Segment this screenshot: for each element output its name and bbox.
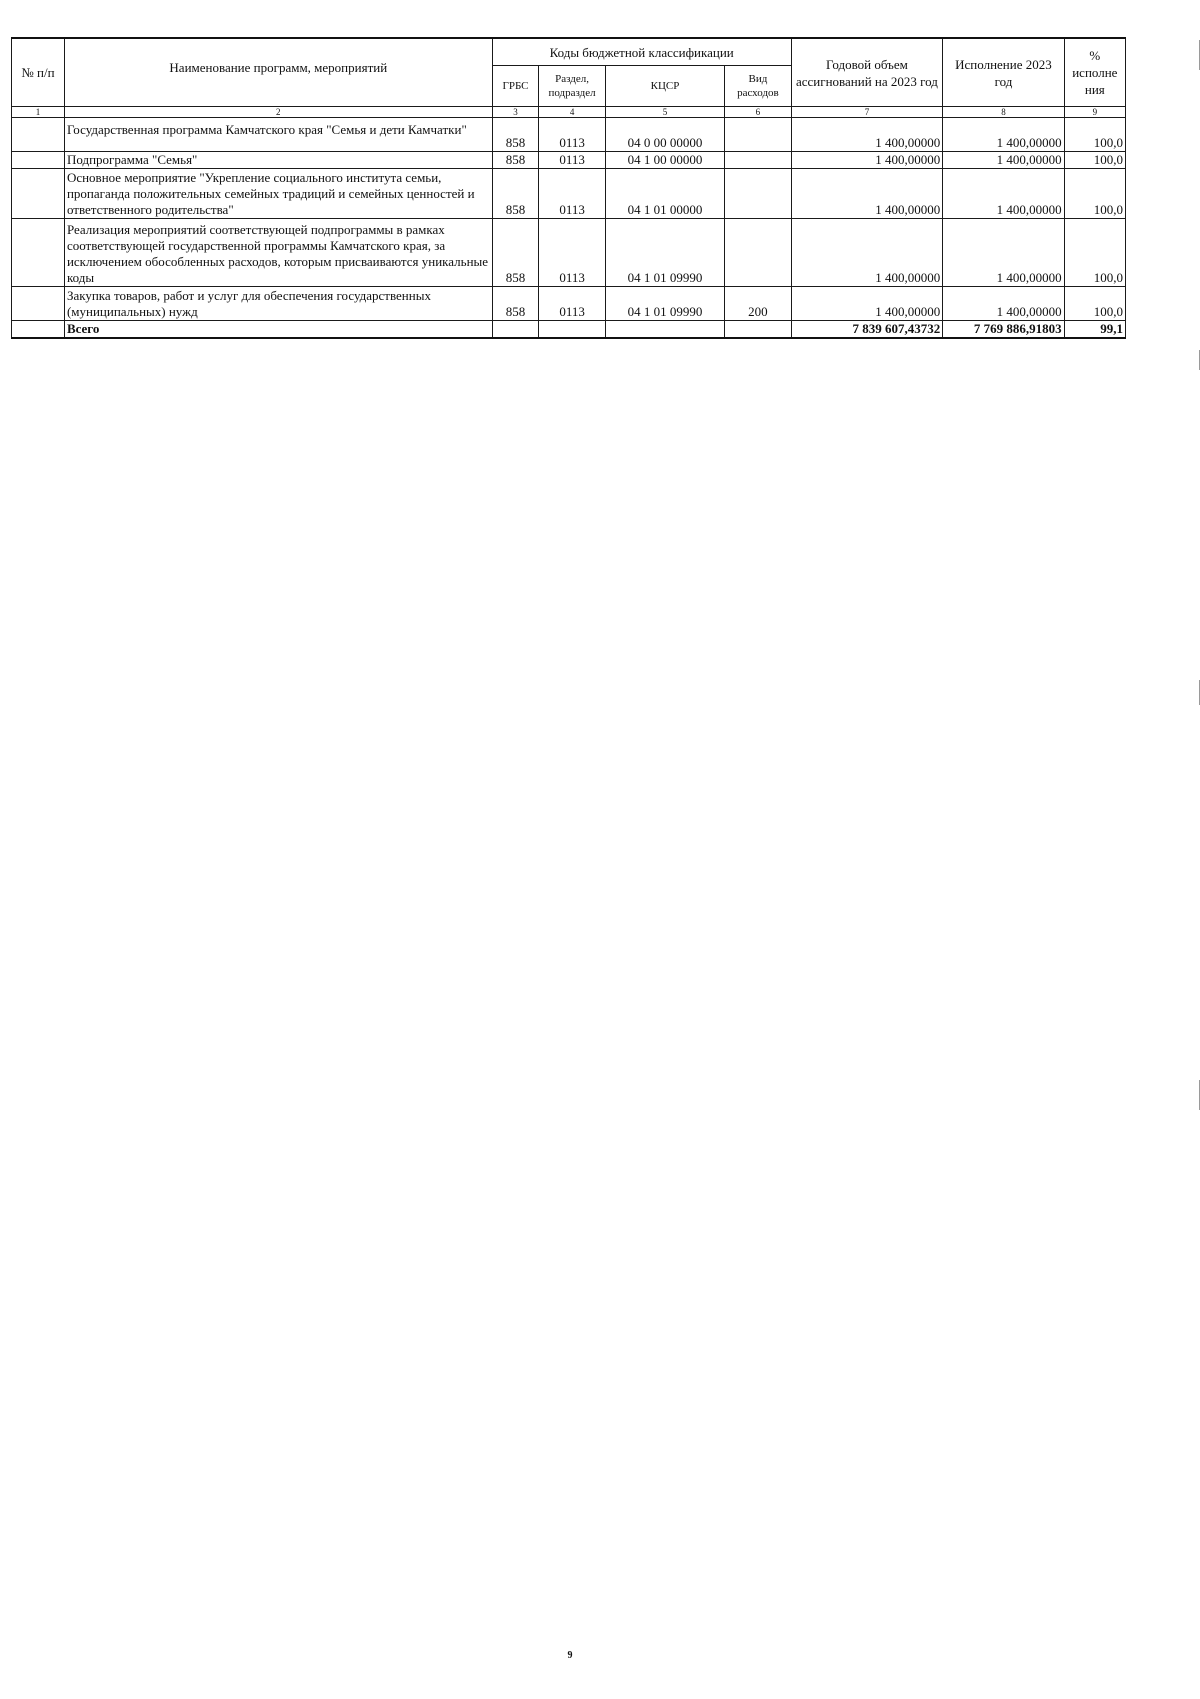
total-row: [12, 321, 1126, 339]
row-vid: [725, 152, 791, 169]
col-header-kcsr: КЦСР: [605, 66, 724, 107]
total-empty-cell: [539, 321, 605, 339]
row-annual: 1 400,00000: [791, 118, 943, 152]
total-percent: 99,1: [1064, 321, 1125, 339]
total-empty-cell: [492, 321, 539, 339]
row-percent: 100,0: [1064, 118, 1125, 152]
col-header-grbs: ГРБС: [492, 66, 539, 107]
col-number: 2: [64, 107, 492, 118]
row-grbs: 858: [492, 118, 539, 152]
row-num: [12, 219, 65, 287]
row-annual: 1 400,00000: [791, 169, 943, 219]
row-num: [12, 169, 65, 219]
col-number: 1: [12, 107, 65, 118]
row-razdel: 0113: [539, 152, 605, 169]
row-vid: [725, 118, 791, 152]
row-kcsr: 04 0 00 00000: [605, 118, 724, 152]
row-num: [12, 152, 65, 169]
row-annual: 1 400,00000: [791, 152, 943, 169]
col-number: 9: [1064, 107, 1125, 118]
col-header-codes-group: Коды бюджетной классификации: [492, 38, 791, 66]
row-execution: 1 400,00000: [943, 169, 1064, 219]
col-number: 5: [605, 107, 724, 118]
row-razdel: 0113: [539, 219, 605, 287]
col-header-percent: % исполне ния: [1064, 38, 1125, 107]
row-kcsr: 04 1 01 09990: [605, 287, 724, 321]
budget-execution-table: [11, 37, 1126, 339]
row-razdel: 0113: [539, 118, 605, 152]
col-number: 4: [539, 107, 605, 118]
col-header-annual: Годовой объем ассигнований на 2023 год: [791, 38, 943, 107]
row-vid: 200: [725, 287, 791, 321]
row-grbs: 858: [492, 169, 539, 219]
row-annual: 1 400,00000: [791, 287, 943, 321]
row-name: Основное мероприятие "Укрепление социального института семьи, пропаганда положительных семейных традиций и семейных ценностей и ответственного родительства": [64, 169, 492, 219]
row-name: Реализация мероприятий соответствующей подпрограммы в рамках соответствующей государственной программы Камчатского края, за исключением обособленных расходов, которым присваиваются уникальные коды: [64, 219, 492, 287]
col-number: 6: [725, 107, 791, 118]
row-execution: 1 400,00000: [943, 219, 1064, 287]
row-execution: 1 400,00000: [943, 118, 1064, 152]
row-kcsr: 04 1 01 00000: [605, 169, 724, 219]
row-name: Закупка товаров, работ и услуг для обеспечения государственных (муниципальных) нужд: [64, 287, 492, 321]
row-grbs: 858: [492, 152, 539, 169]
row-razdel: 0113: [539, 287, 605, 321]
row-razdel: 0113: [539, 169, 605, 219]
row-kcsr: 04 1 01 09990: [605, 219, 724, 287]
row-percent: 100,0: [1064, 287, 1125, 321]
table-row: [12, 152, 1126, 169]
row-vid: [725, 169, 791, 219]
page-number: 9: [567, 1650, 573, 1661]
row-percent: 100,0: [1064, 169, 1125, 219]
table-row: [12, 287, 1126, 321]
table-row: [12, 169, 1126, 219]
row-execution: 1 400,00000: [943, 152, 1064, 169]
total-annual: 7 839 607,43732: [791, 321, 943, 339]
row-execution: 1 400,00000: [943, 287, 1064, 321]
row-vid: [725, 219, 791, 287]
col-header-num: № п/п: [12, 38, 65, 107]
table-row: [12, 118, 1126, 152]
row-num: [12, 118, 65, 152]
total-num-cell: [12, 321, 65, 339]
total-empty-cell: [605, 321, 724, 339]
row-grbs: 858: [492, 219, 539, 287]
total-execution: 7 769 886,91803: [943, 321, 1064, 339]
row-annual: 1 400,00000: [791, 219, 943, 287]
col-header-vid: Вид расходов: [725, 66, 791, 107]
col-number: 3: [492, 107, 539, 118]
row-num: [12, 287, 65, 321]
total-label: Всего: [64, 321, 492, 339]
col-number: 8: [943, 107, 1064, 118]
row-percent: 100,0: [1064, 219, 1125, 287]
row-grbs: 858: [492, 287, 539, 321]
row-name: Подпрограмма "Семья": [64, 152, 492, 169]
total-empty-cell: [725, 321, 791, 339]
table-row: [12, 219, 1126, 287]
row-kcsr: 04 1 00 00000: [605, 152, 724, 169]
col-header-name: Наименование программ, мероприятий: [64, 38, 492, 107]
col-header-execution: Исполнение 2023 год: [943, 38, 1064, 107]
col-header-razdel: Раздел, подраздел: [539, 66, 605, 107]
row-percent: 100,0: [1064, 152, 1125, 169]
col-number: 7: [791, 107, 943, 118]
row-name: Государственная программа Камчатского края "Семья и дети Камчатки": [64, 118, 492, 152]
